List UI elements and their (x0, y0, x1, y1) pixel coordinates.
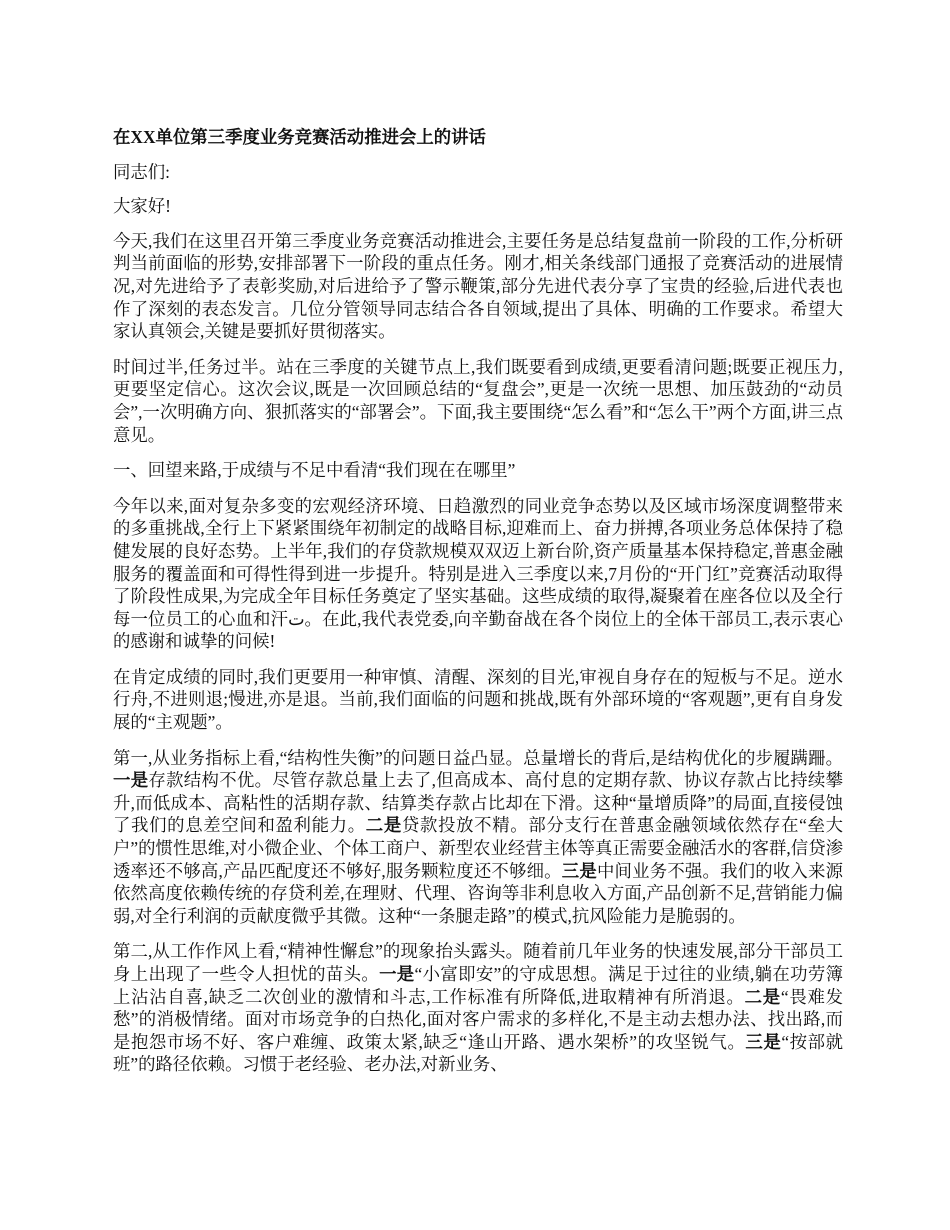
text-run: “小富即安”的守成思想。满足于过往的业绩,躺在功劳簿上沾沾自喜,缺乏二次创业的激情和斗志,工作标准有所降低,进取精神有所消退。 (113, 964, 843, 1007)
text-run: 第一,从业务指标上看,“结构性失衡”的问题日益凸显。总量增长的背后,是结构优化的步履蹒跚。 (113, 747, 843, 768)
keyword-bold: 三是 (561, 860, 597, 881)
text-run: 中间业务不强。我们的收入来源依然高度依赖传统的存贷利差,在理财、代理、咨询等非利息收入方面,产品创新不足,营销能力偏弱,对全行利润的贡献度微乎其微。这种“一条腿走路”的模式,抗风险能力是脆弱的。 (113, 860, 843, 926)
text-run: 存款结构不优。尽管存款总量上去了,但高成本、高付息的定期存款、协议存款占比持续攀升,而低成本、高粘性的活期存款、结算类存款占比却在下滑。这种“量增质降”的局面,直接侵蚀了我们的息差空间和盈利能力。 (113, 770, 843, 836)
keyword-bold: 三是 (745, 1031, 782, 1052)
document-title: 在XX单位第三季度业务竞赛活动推进会上的讲话 (113, 127, 486, 147)
keyword-bold: 二是 (744, 986, 781, 1007)
paragraph-achievements: 今年以来,面对复杂多变的宏观经济环境、日趋激烈的同业竞争态势以及区域市场深度调整带来的多重挑战,全行上下紧紧围绕年初制定的战略目标,迎难而上、奋力拼搏,各项业务总体保持了稳健发展的良好态势。上半年,我们的存贷款规模双双迈上新台阶,资产质量基本保持稳定,普惠金融服务的覆盖面和可得性得到进一步提升。特别是进入三季度以来,7月份的“开门红”竞赛活动取得了阶段性成果,为完成全年目标任务奠定了坚实基础。这些成绩的取得,凝聚着在座各位以及全行每一位员工的心血和汗ت。在此,我代表党委,向辛勤奋战在各个岗位上的全体干部员工,表示衷心的感谢和诚挚的问候! (113, 495, 843, 652)
greeting: 大家好! (113, 196, 171, 217)
paragraph-overview: 时间过半,任务过半。站在三季度的关键节点上,我们既要看到成绩,更要看清问题;既要正视压力,更要坚定信心。这次会议,既是一次回顾总结的“复盘会”,更是一次统一思想、加压鼓劲的“动员会”,一次明确方向、狠抓落实的“部署会”。下面,我主要围绕“怎么看”和“怎么干”两个方面,讲三点意见。 (113, 356, 843, 445)
text-run: 第二,从工作作风上看,“精神性懈怠”的现象抬头露头。随着前几年业务的快速发展,部分干部员工身上出现了一些令人担忧的苗头。 (113, 941, 843, 984)
keyword-bold: 二是 (365, 815, 402, 836)
paragraph-shortcomings: 在肯定成绩的同时,我们更要用一种审慎、清醒、深刻的目光,审视自身存在的短板与不足。逆水行舟,不进则退;慢进,亦是退。当前,我们面临的问题和挑战,既有外部环境的“客观题”,更有自身发展的“主观题”。 (113, 666, 843, 733)
text-run: “畏难发愁”的消极情绪。面对市场竞争的白热化,面对客户需求的多样化,不是主动去想办法、找出路,而是抱怨市场不好、客户难缠、政策太紧,缺乏“逢山开路、遇水架桥”的攻坚锐气。 (113, 986, 843, 1052)
salutation: 同志们: (113, 161, 171, 182)
paragraph-work-style (113, 940, 843, 1076)
paragraph-opening: 今天,我们在这里召开第三季度业务竞赛活动推进会,主要任务是总结复盘前一阶段的工作,分析研判当前面临的形势,安排部署下一阶段的重点任务。刚才,相关条线部门通报了竞赛活动的进展情况,对先进给予了表彰奖励,对后进给予了警示鞭策,部分先进代表分享了宝贵的经验,后进代表也作了深刻的表态发言。几位分管领导同志结合各自领域,提出了具体、明确的工作要求。希望大家认真领会,关键是要抓好贯彻落实。 (113, 230, 843, 342)
paragraph-structural-imbalance (113, 747, 843, 928)
keyword-bold: 一是 (379, 964, 415, 984)
text-run: “按部就班”的路径依赖。习惯于老经验、老办法,对新业务、 (113, 1031, 843, 1075)
text-run: 贷款投放不精。部分支行在普惠金融领域依然存在“垒大户”的惯性思维,对小微企业、个体工商户、新型农业经营主体等真正需要金融活水的客群,信贷渗透率还不够高,产品匹配度还不够好,服务颗粒度还不够细。 (113, 815, 843, 881)
keyword-bold: 一是 (113, 770, 149, 791)
section-heading-1: 一、回望来路,于成绩与不足中看清“我们现在在哪里” (113, 460, 516, 481)
document-page (113, 126, 843, 1089)
